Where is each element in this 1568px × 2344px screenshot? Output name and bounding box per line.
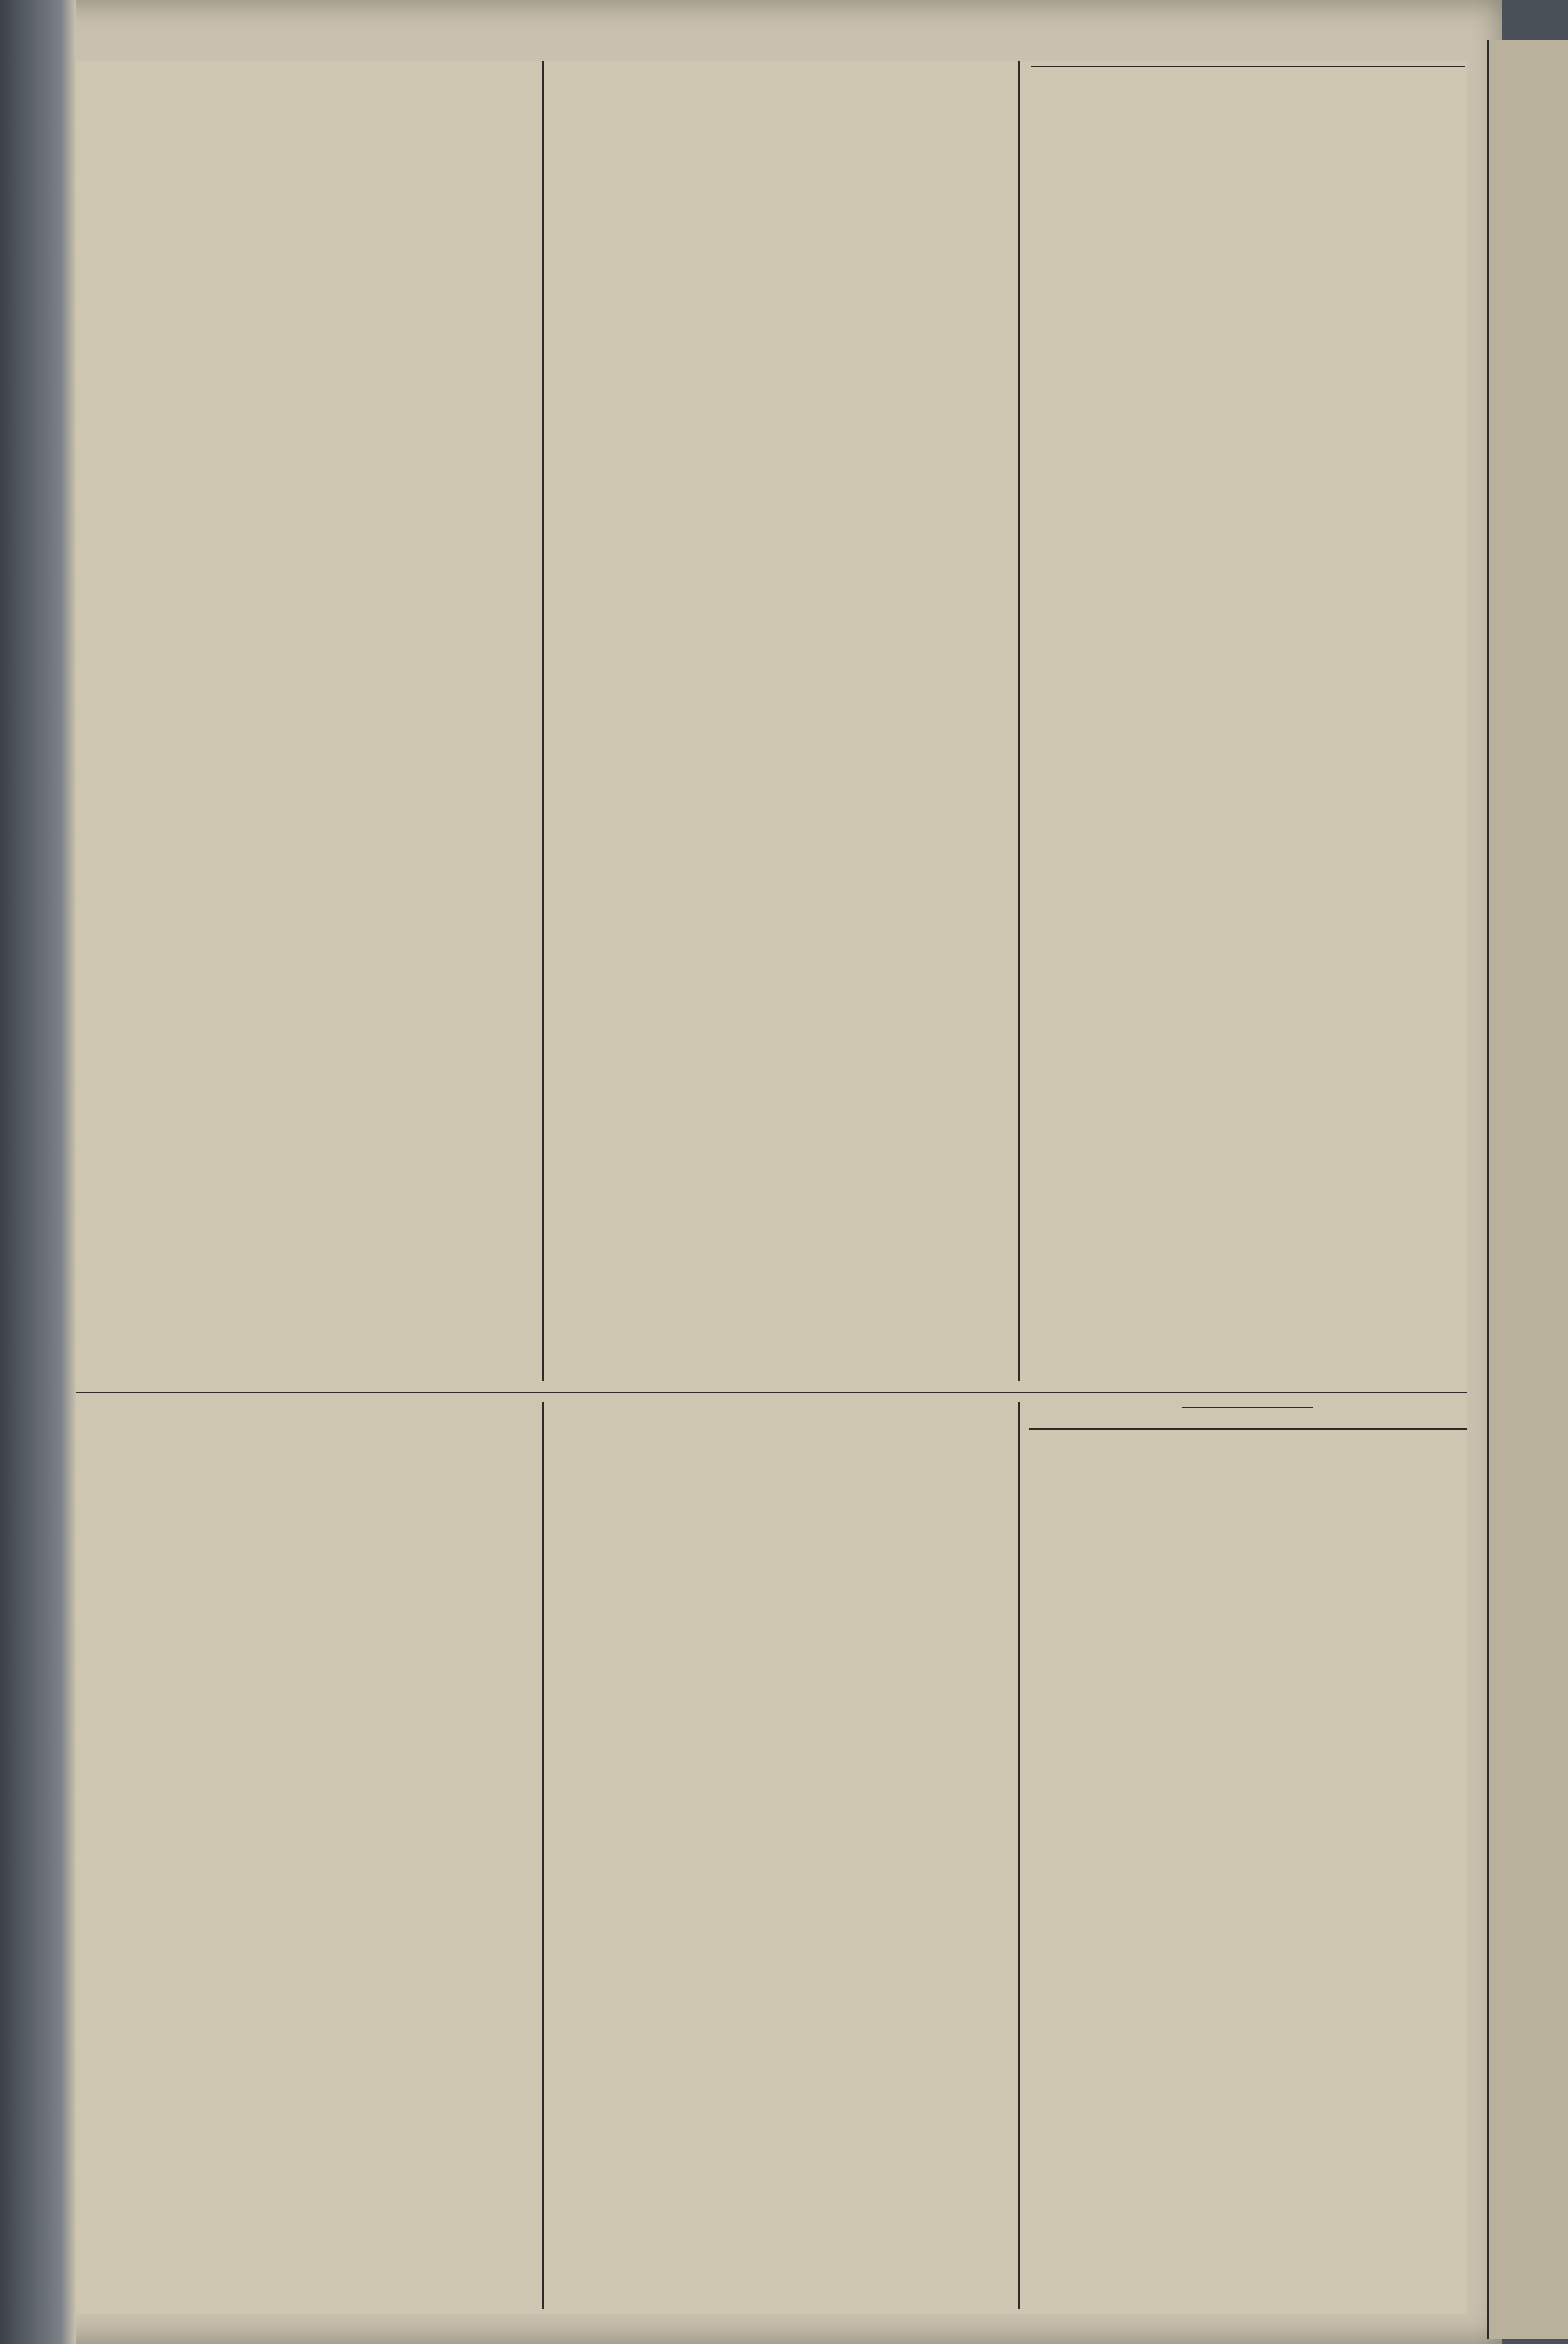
- feuilleton-column-2: [552, 1402, 1008, 2309]
- newspaper-sheet: [76, 61, 1467, 2314]
- feuilleton-column-1: [76, 1402, 532, 2309]
- top-column-1: [76, 61, 532, 1381]
- section-rule: [1031, 66, 1465, 67]
- adjacent-page-ads: [1487, 40, 1568, 2339]
- imprint-rule: [1029, 1428, 1467, 1430]
- top-column-2: [552, 61, 1008, 1381]
- top-column-3: [1029, 61, 1467, 1381]
- page-binding: [0, 0, 76, 2344]
- column-rule: [542, 1402, 544, 2309]
- column-rule: [1018, 1402, 1020, 2309]
- column-rule: [1018, 61, 1020, 1381]
- section-divider: [76, 1392, 1467, 1393]
- feuilleton-column-3: [1029, 1402, 1467, 2309]
- end-rule: [1182, 1407, 1313, 1408]
- column-rule: [542, 61, 544, 1381]
